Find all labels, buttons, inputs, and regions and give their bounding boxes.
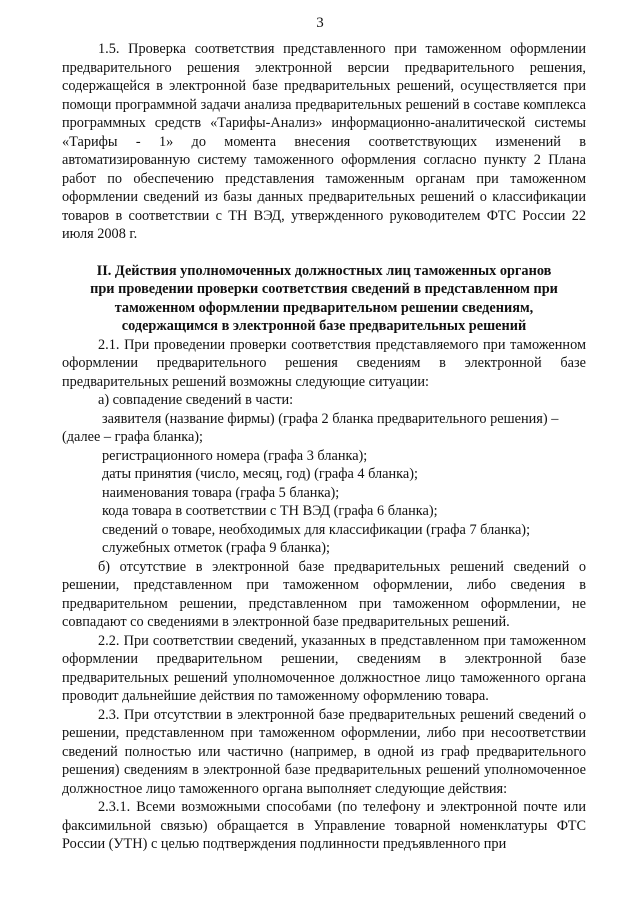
- section-heading-line-4: содержащимся в электронной базе предварительных решений: [121, 318, 527, 334]
- section-heading-line-3: таможенном оформлении предварительном решении сведениям,: [114, 299, 534, 316]
- spacer: [62, 244, 586, 262]
- section-heading-line-2: при проведении проверки соответствия сведений в представленном при: [90, 281, 558, 297]
- item-b: б) отсутствие в электронной базе предварительных решений сведений о решении, представленном при таможенном оформлении, либо сведения в предварительном решении, представленном при таможенном оформлении, не совпадают со сведениями в электронной базе предварительных решений.: [62, 558, 586, 630]
- page-number: 3: [316, 15, 324, 31]
- paragraph-2-3-1: 2.3.1. Всеми возможными способами (по телефону и электронной почте или факсимильной связью) обращается в Управление товарной номенклатуры ФТС России (УТН) с целью подтверждения подлинности предъявленного при: [62, 799, 586, 852]
- sub-item-goods-name: наименования товара (графа 5 бланка);: [102, 484, 340, 501]
- paragraph-2-2: 2.2. При соответствии сведений, указанных в представленном при таможенном оформлении предварительном решении, сведениям в электронной базе предварительных решений уполномоченное должностное лицо таможенного органа проводит дальнейшие действия по таможенному оформлению товара.: [62, 632, 586, 704]
- sub-item-goods-code: кода товара в соответствии с ТН ВЭД (графа 6 бланка);: [102, 503, 438, 519]
- document-body: [62, 40, 586, 854]
- paragraph-2-3: 2.3. При отсутствии в электронной базе предварительных решений сведений о решении, представленном при таможенном оформлении, либо при несоответствии сведений полностью или частично (например, в одной из граф предварительного решения) сведениям в электронной базе предварительных решений уполномоченное должностное лицо таможенного органа выполняет следующие действия:: [62, 706, 586, 797]
- paragraph-1-5: 1.5. Проверка соответствия представленного при таможенном оформлении предварительного решения электронной версии предварительного решения, содержащейся в электронной базе предварительных решений, осуществляется при помощи программной задачи анализа предварительных решений в составе комплекса программных средств «Тарифы-Анализ» информационно-аналитической системы «Тарифы - 1» до момента внесения соответствующих изменений в автоматизированную систему таможенного оформления согласно пункту 2 Плана работ по обеспечению представления таможенным органам при таможенном оформлении сведений из базы данных предварительных решений о классификации товаров в соответствии с ТН ВЭД, утвержденного руководителем ФТС России 22 июля 2008 г.: [62, 41, 586, 242]
- section-heading-line-1: II. Действия уполномоченных должностных лиц таможенных органов: [96, 262, 552, 279]
- sub-item-goods-info: сведений о товаре, необходимых для классификации (графа 7 бланка);: [102, 521, 531, 538]
- item-a: а) совпадение сведений в части:: [98, 392, 294, 408]
- sub-item-date: даты принятия (число, месяц, год) (графа 4 бланка);: [102, 466, 418, 482]
- sub-item-service-marks: служебных отметок (графа 9 бланка);: [102, 540, 330, 556]
- paragraph-2-1: 2.1. При проведении проверки соответствия представляемого при таможенном оформлении предварительного решения сведениям в электронной базе предварительных решений возможны следующие ситуации:: [62, 336, 586, 390]
- sub-item-applicant: заявителя (название фирмы) (графа 2 бланка предварительного решения) – (далее – графа бланка);: [62, 410, 559, 445]
- section-heading: [62, 262, 586, 336]
- sub-item-reg-number: регистрационного номера (графа 3 бланка);: [102, 447, 368, 464]
